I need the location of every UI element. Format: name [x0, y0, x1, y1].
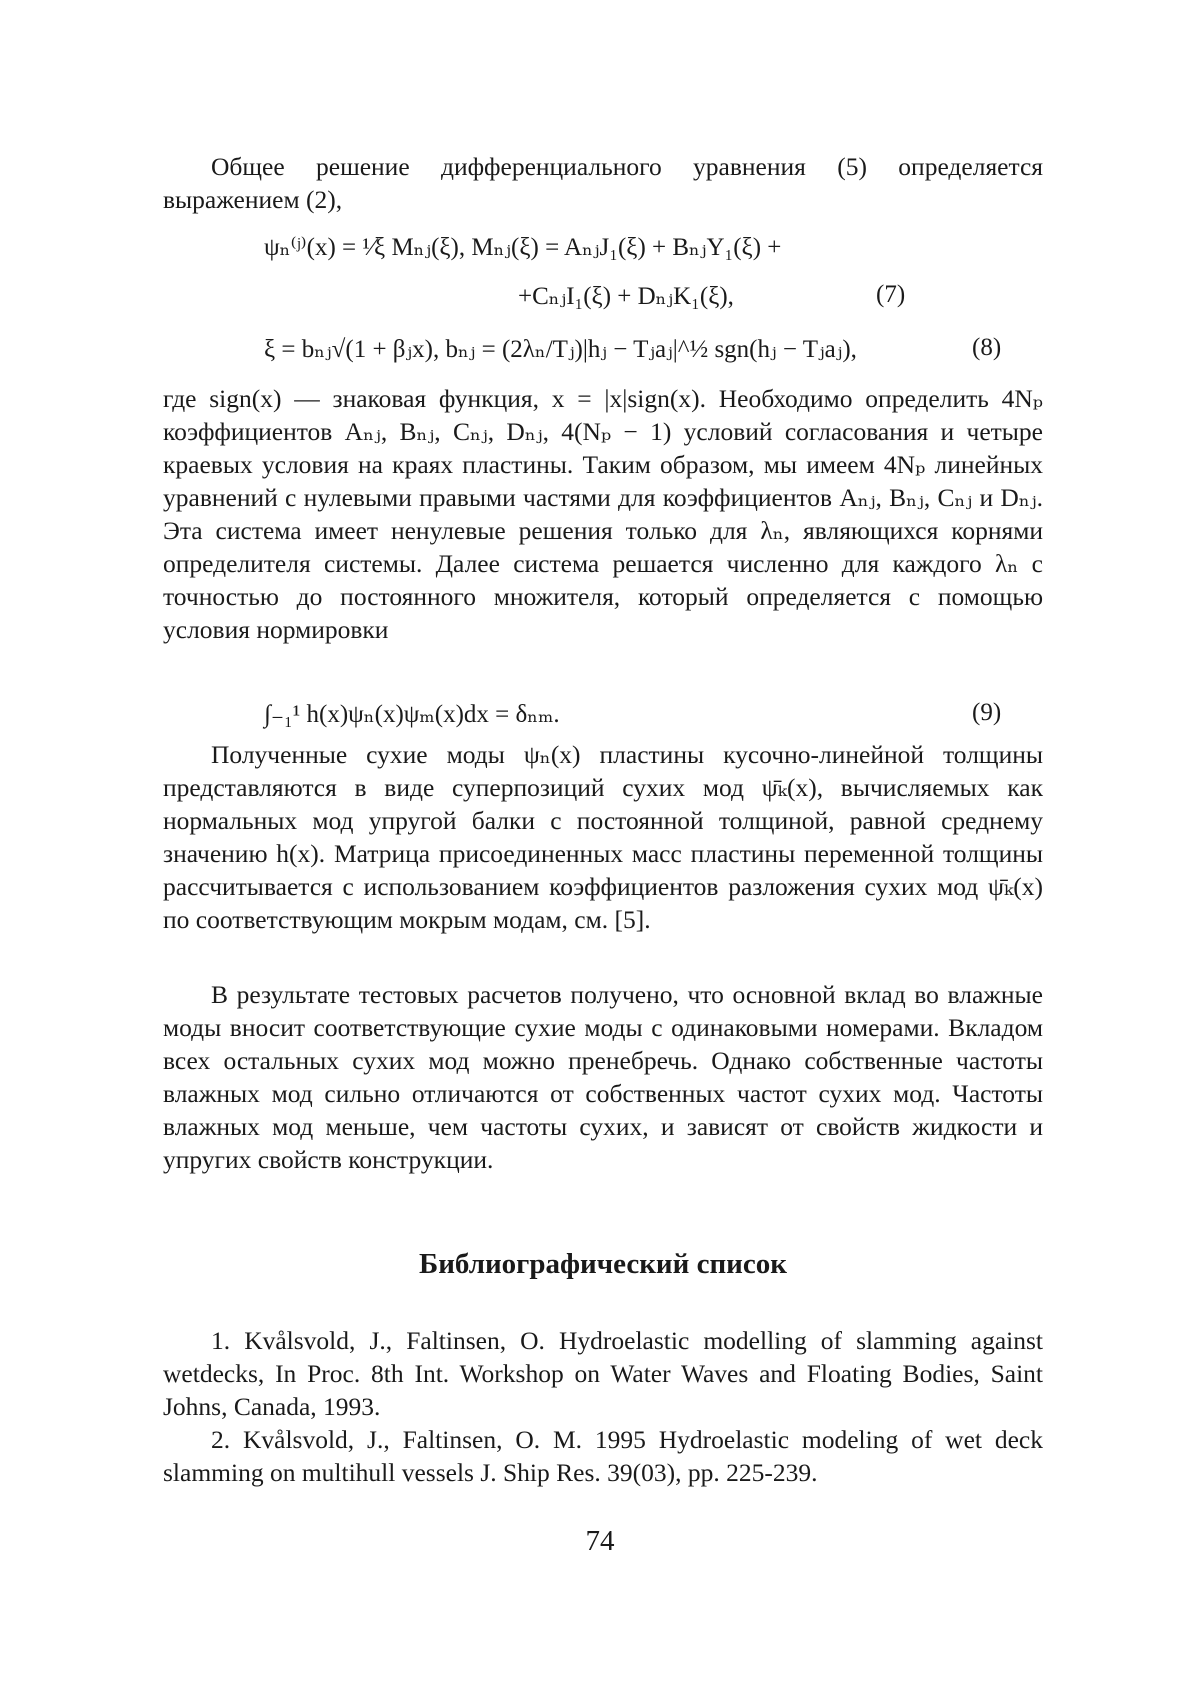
equation-8-number: (8): [972, 334, 1002, 361]
paragraph-1-block: [163, 150, 1043, 216]
equation-7-line-2: +CₙⱼI₁(ξ) + DₙⱼK₁(ξ),: [518, 283, 734, 310]
paragraph-3-block: [163, 738, 1043, 936]
equation-7-line-1: ψₙ⁽ʲ⁾(x) = ¹⁄ξ Mₙⱼ(ξ), Mₙⱼ(ξ) = AₙⱼJ₁(ξ) + BₙⱼY₁(ξ) +: [264, 234, 782, 261]
page-number: 74: [585, 1525, 615, 1557]
bibliography-item-1: 1. Kvålsvold, J., Faltinsen, O. Hydroelastic modelling of slamming against wetdecks, In Proc. 8th Int. Workshop on Water Waves and Floating Bodies, Saint Johns, Canada, 1993.: [163, 1326, 1043, 1421]
equation-8: ξ = bₙⱼ√(1 + βⱼx), bₙⱼ = (2λₙ/Tⱼ)|hⱼ − Tⱼaⱼ|^½ sgn(hⱼ − Tⱼaⱼ),: [264, 336, 857, 363]
equation-7-number: (7): [876, 281, 906, 308]
bibliography-item-2: 2. Kvålsvold, J., Faltinsen, O. M. 1995 Hydroelastic modeling of wet deck slamming on multihull vessels J. Ship Res. 39(03), pp. 225-239.: [163, 1425, 1043, 1487]
paragraph-2: где sign(x) — знаковая функция, x = |x|sign(x). Необходимо определить 4Nₚ коэффициентов Aₙⱼ, Bₙⱼ, Cₙⱼ, Dₙⱼ, 4(Nₚ − 1) условий согласования и четыре краевых условия на краях пластины. Таким образом, мы имеем 4Nₚ линейных уравнений с нулевыми правыми частями для коэффициентов Aₙⱼ, Bₙⱼ, Cₙⱼ и Dₙⱼ. Эта система имеет ненулевые решения только для λₙ, являющихся корнями определителя системы. Далее система решается численно для каждого λₙ с точностью до постоянного множителя, который определяется с помощью условия нормировки: [163, 384, 1043, 644]
bibliography-list: [163, 1324, 1043, 1489]
paragraph-4-block: [163, 978, 1043, 1176]
equation-9: ∫₋₁¹ h(x)ψₙ(x)ψₘ(x)dx = δₙₘ.: [264, 701, 560, 728]
paragraph-4: В результате тестовых расчетов получено, что основной вклад во влажные моды вносит соответствующие сухие моды с одинаковыми номерами. Вкладом всех остальных сухих мод можно пренебречь. Однако собственные частоты влажных мод сильно отличаются от собственных частот сухих мод. Частоты влажных мод меньше, чем частоты сухих, и зависят от свойств жидкости и упругих свойств конструкции.: [163, 980, 1043, 1174]
bibliography-heading: Библиографический список: [419, 1248, 787, 1280]
paragraph-1: Общее решение дифференциального уравнения (5) определяется выражением (2),: [163, 152, 1043, 214]
equation-9-number: (9): [972, 699, 1002, 726]
paragraph-2-block: [163, 382, 1043, 646]
paragraph-3: Полученные сухие моды ψₙ(x) пластины кусочно-линейной толщины представляются в виде суперпозиций сухих мод ψ̄ₖ(x), вычисляемых как нормальных мод упругой балки с постоянной толщиной, равной среднему значению h(x). Матрица присоединенных масс пластины переменной толщины рассчитывается с использованием коэффициентов разложения сухих мод ψ̄ₖ(x) по соответствующим мокрым модам, см. [5].: [163, 740, 1043, 934]
